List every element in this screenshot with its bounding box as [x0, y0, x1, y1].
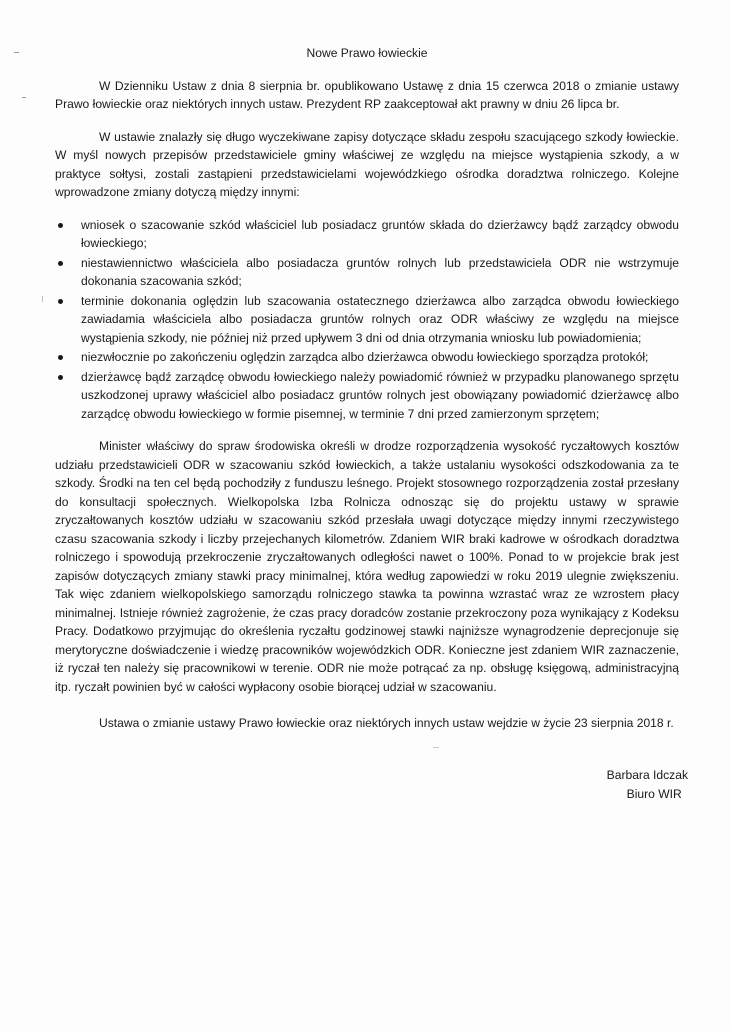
signature-office: Biuro WIR: [626, 786, 682, 801]
main-paragraph: Minister właściwy do spraw środowiska określi w drodze rozporządzenia wysokość ryczałtowych kosztów udziału przedstawicieli ODR w szacowaniu szkód łowieckich, a także ustalaniu wysokości odszkodowania za te szkody. Środki na ten cel będą pochodziły z funduszu leśnego. Projekt stosownego rozporządzenia został przesłany do konsultacji społecznych. Wielkopolska Izba Rolnicza odnosząc się do projektu ustawy w sprawie zryczałtowanych kosztów udziału w szacowaniu szkód przesłała uwagi dotyczące między innymi rzeczywistego czasu szacowania szkody i liczby przejechanych kilometrów. Zdaniem WIR braki kadrowe w ośrodkach doradztwa rolniczego i spowodują przekroczenie zryczałtowanych odległości nawet o 100%. Ponad to w projekcie brak jest zapisów dotyczących zmiany stawki pracy minimalnej, która według zapowiedzi w roku 2019 ulegnie zwiększeniu. Tak więc zdaniem wielkopolskiego samorządu rolniczego stawka ta powinna wzrastać wraz ze wzrostem płacy minimalnej. Istnieje również zagrożenie, że czas pracy doradców zostanie przekroczony poza wynikający z Kodeksu Pracy. Dodatkowo przyjmując do określenia ryczałtu godzinowej stawki najniższe wynagrodzenie deprecjonuje się merytoryczne doświadczenie i wiedzę pracowników wojewódzkich ODR. Konieczne jest zdaniem WIR zaznaczenie, iż ryczał ten należy się pracownikowi w terenie. ODR nie może potrącać za np. obsługę księgową, administracyjną itp. ryczałt powinien być w całości wypłacony osobie biorącej udział w szacowaniu.: [55, 439, 679, 694]
document-body: [55, 44, 679, 733]
document-title: Nowe Prawo łowieckie: [306, 46, 428, 60]
signature-name: Barbara Idczak: [606, 768, 688, 782]
scan-mark: [22, 97, 26, 98]
changes-list: [55, 216, 679, 424]
changes-paragraph: W ustawie znalazły się długo wyczekiwane zapisy dotyczące składu zespołu szacującego szkody łowieckie. W myśl nowych przepisów przedstawiciele gminy właściwej ze względu na miejsce wystąpienia szkody, a w praktyce sołtysi, zostali zastąpieni przedstawicielami wojewódzkiego ośrodka doradztwa rolniczego. Kolejne wprowadzone zmiany dotyczą między innymi:: [55, 129, 679, 199]
list-item: terminie dokonania oględzin lub szacowania ostatecznego dzierżawca albo zarządca obwodu łowieckiego zawiadamia właściciela albo posiadacza gruntów rolnych oraz ODR właściwy ze względu na miejsce wystąpienia szkody, nie później niż przed upływem 3 dni od dnia otrzymania wniosku lub powiadomienia;: [55, 292, 679, 348]
list-item: niezwłocznie po zakończeniu oględzin zarządca albo dzierżawca obwodu łowieckiego sporządza protokół;: [55, 348, 679, 367]
list-item: wniosek o szacowanie szkód właściciel lub posiadacz gruntów składa do dzierżawcy bądź zarządcy obwodu łowieckiego;: [55, 216, 679, 253]
closing-paragraph: Ustawa o zmianie ustawy Prawo łowieckie oraz niektórych innych ustaw wejdzie w życie 23 sierpnia 2018 r.: [99, 716, 674, 730]
scan-mark: [433, 747, 439, 748]
scan-mark: [42, 296, 43, 302]
list-item: dzierżawcę bądź zarządcę obwodu łowieckiego należy powiadomić również w przypadku planowanego sprzętu uszkodzonej uprawy właściciel albo posiadacz gruntów rolnych jest obowiązany powiadomić dzierżawcę albo zarządcę obwodu łowieckiego w formie pisemnej, w terminie 7 dni przed zamierzonym sprzętem;: [55, 368, 679, 424]
intro-paragraph: W Dzienniku Ustaw z dnia 8 sierpnia br. opublikowano Ustawę z dnia 15 czerwca 2018 o zmianie ustawy Prawo łowieckie oraz niektórych innych ustaw. Prezydent RP zaakceptował akt prawny w dniu 26 lipca br.: [55, 78, 679, 111]
list-item: niestawiennictwo właściciela albo posiadacza gruntów rolnych lub przedstawiciela ODR nie wstrzymuje dokonania szacowania szkód;: [55, 254, 679, 291]
signature-block: [607, 766, 688, 803]
scan-mark: [14, 52, 19, 53]
